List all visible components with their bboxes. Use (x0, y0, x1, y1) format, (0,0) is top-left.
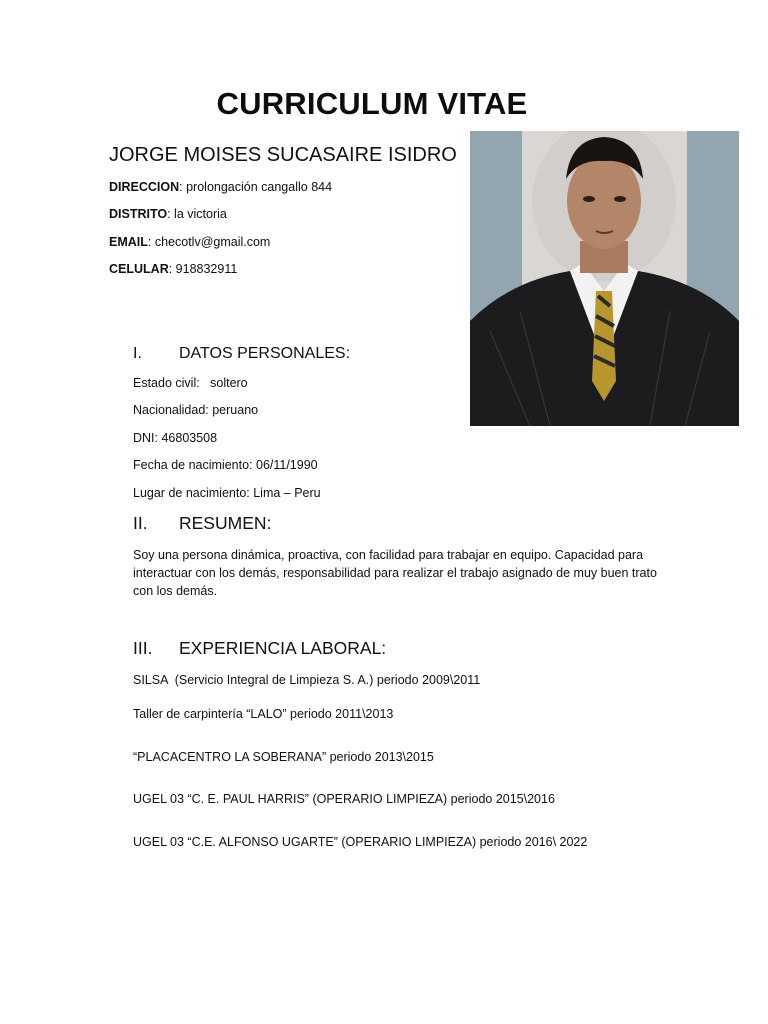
contact-value: : prolongación cangallo 844 (179, 180, 333, 194)
datos-item: DNI: 46803508 (133, 431, 218, 445)
contact-value: : checotlv@gmail.com (147, 235, 271, 249)
experience-item: UGEL 03 “C. E. PAUL HARRIS” (OPERARIO LIMPIEZA) periodo 2015\2016 (133, 792, 555, 806)
datos-item: Nacionalidad: peruano (133, 403, 259, 417)
section-heading-resumen (133, 513, 271, 534)
contact-email (109, 235, 270, 249)
contact-label: EMAIL (109, 235, 148, 249)
experience-item: “PLACACENTRO LA SOBERANA” periodo 2013\2015 (133, 750, 434, 764)
datos-item: Fecha de nacimiento: 06/11/1990 (133, 458, 318, 472)
summary-paragraph: Soy una persona dinámica, proactiva, con facilidad para trabajar en equipo. Capacidad para interactuar con los demás, responsabilidad para realizar el trabajo asignado de muy buen trato con los demás. (133, 548, 657, 598)
datos-item: Lugar de nacimiento: Lima – Peru (133, 486, 321, 500)
datos-item: Estado civil: soltero (133, 376, 248, 390)
section-number: III. (133, 638, 153, 658)
section-title: DATOS PERSONALES: (179, 345, 351, 362)
contact-label: CELULAR (109, 262, 169, 276)
section-title: RESUMEN: (179, 513, 272, 533)
profile-photo (470, 131, 739, 426)
contact-label: DISTRITO (109, 207, 168, 221)
contact-district (109, 207, 227, 221)
contact-label: DIRECCION (109, 180, 180, 194)
contact-value: : la victoria (167, 207, 227, 221)
document-title: CURRICULUM VITAE (216, 86, 528, 121)
full-name: JORGE MOISES SUCASAIRE ISIDRO (109, 144, 457, 166)
section-heading-datos (133, 345, 350, 363)
section-heading-experiencia (133, 638, 386, 659)
experience-item: Taller de carpintería “LALO” periodo 2011\2013 (133, 707, 394, 721)
experience-item: SILSA (Servicio Integral de Limpieza S. A.) periodo 2009\2011 (133, 673, 481, 687)
experience-item: UGEL 03 “C.E. ALFONSO UGARTE” (OPERARIO LIMPIEZA) periodo 2016\ 2022 (133, 835, 588, 849)
section-number: I. (133, 345, 142, 362)
contact-value: : 918832911 (168, 262, 238, 276)
contact-phone (109, 262, 237, 276)
contact-address (109, 180, 332, 194)
section-title: EXPERIENCIA LABORAL: (179, 638, 387, 658)
section-number: II. (133, 513, 148, 533)
